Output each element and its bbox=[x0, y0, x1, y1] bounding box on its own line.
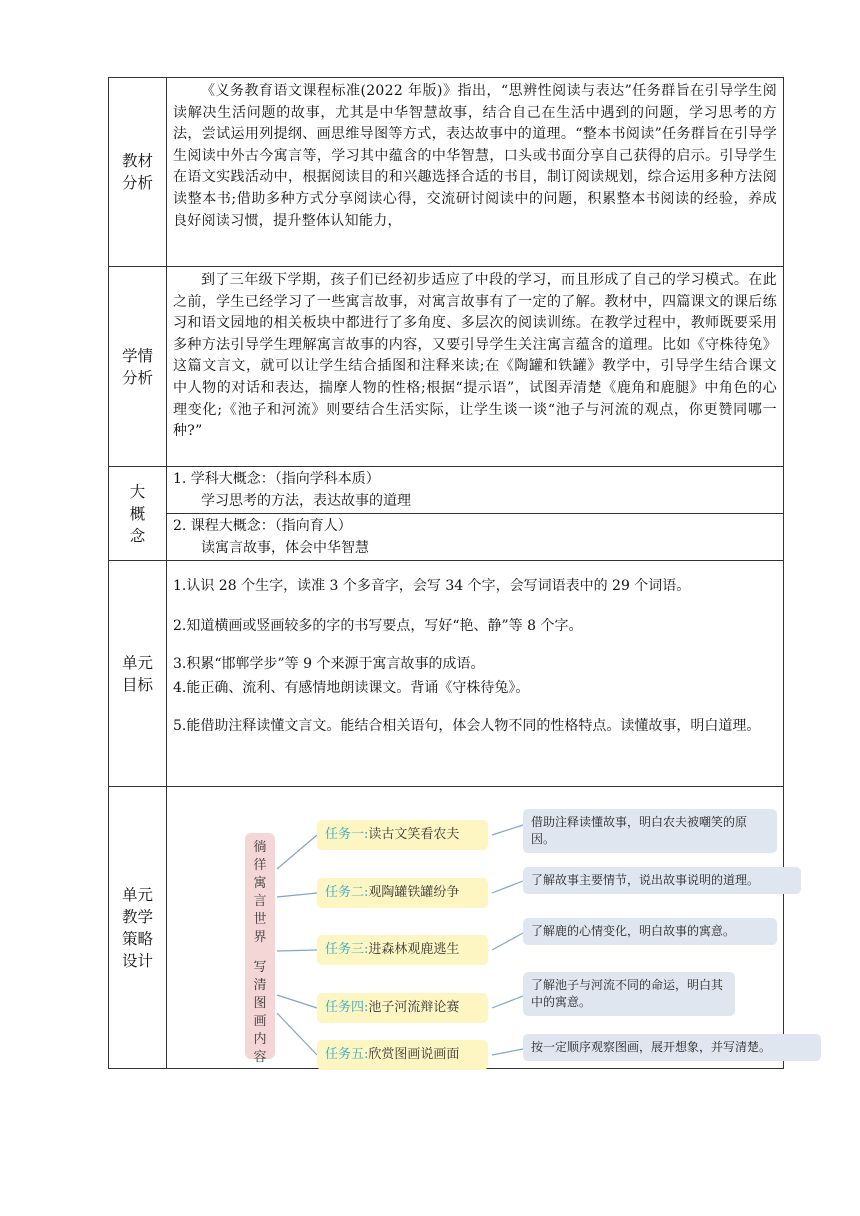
connector-line bbox=[492, 996, 523, 1008]
connector-line bbox=[492, 933, 523, 950]
task-desc-4: 了解池子与河流不同的命运，明白其中的寓意。 bbox=[523, 972, 735, 1016]
row-learner-analysis bbox=[109, 267, 784, 467]
course-concept-title: 2. 课程大概念：（指向育人） bbox=[173, 518, 352, 534]
connector-line bbox=[492, 881, 523, 893]
side-theme-banner: 徜 徉 寓 言 世 界 写 清 图 画 内 容 bbox=[245, 833, 275, 1059]
subject-concept-title: 1. 学科大概念：（指向学科本质） bbox=[173, 471, 380, 487]
task-desc-3: 了解鹿的心情变化，明白故事的寓意。 bbox=[523, 918, 777, 945]
row-textbook-analysis bbox=[109, 78, 784, 267]
cell-learner-analysis bbox=[167, 267, 784, 467]
task-box-3: 任务三:进森林观鹿逃生 bbox=[317, 935, 488, 965]
cell-course-concept bbox=[167, 514, 784, 561]
connector-line bbox=[277, 995, 317, 1008]
task-desc-2: 了解故事主要情节，说出故事说明的道理。 bbox=[523, 867, 801, 894]
textbook-analysis-text: 《义务教育语文课程标准(2022 年版)》指出，“思辨性阅读与表达”任务群旨在引导学生阅读解决生活问题的故事，尤其是中华智慧故事，结合自己在生活中遇到的问题，学习思考的方法，尝试运用列提纲、画思维导图等方式，表达故事中的道理。“整本书阅读”任务群旨在引导学生阅读中外古今寓言等，学习其中蕴含的中华智慧，口头或书面分享自己获得的启示。引导学生在语文实践活动中，根据阅读目的和兴趣选择合适的书目，制订阅读规划，综合运用多种方法阅读整本书;借助多种方式分享阅读心得，交流研讨阅读中的问题，积累整本书阅读的经验，养成良好阅读习惯，提升整体认知能力， bbox=[173, 83, 777, 229]
connector-line bbox=[277, 1013, 317, 1055]
task-desc-5: 按一定顺序观察图画，展开想象，并写清楚。 bbox=[523, 1034, 821, 1061]
connector-line bbox=[277, 950, 317, 951]
goal-item: 1.认识 28 个生字，读准 3 个多音字，会写 34 个字，会写词语表中的 29 个词语。 bbox=[173, 578, 691, 594]
row-teaching-strategy bbox=[109, 787, 784, 1069]
cell-teaching-strategy bbox=[167, 787, 784, 1069]
row-big-concept-subject bbox=[109, 467, 784, 514]
cell-unit-goals bbox=[167, 561, 784, 787]
row-unit-goals bbox=[109, 561, 784, 787]
label-unit-goals: 单元 目标 bbox=[109, 561, 167, 787]
unit-design-table bbox=[108, 77, 784, 1069]
cell-textbook-analysis bbox=[167, 78, 784, 267]
task-desc-1: 借助注释读懂故事，明白农夫被嘲笑的原因。 bbox=[523, 809, 777, 853]
connector-line bbox=[277, 893, 317, 897]
connector-line bbox=[492, 1049, 523, 1055]
cell-subject-concept bbox=[167, 467, 784, 514]
goal-item: 2.知道横画或竖画较多的字的书写要点，写好“艳、静”等 8 个字。 bbox=[173, 618, 583, 634]
label-teaching-strategy: 单元 教学 策略 设计 bbox=[109, 787, 167, 1069]
course-concept-text: 读寓言故事，体会中华智慧 bbox=[201, 540, 369, 556]
task-box-2: 任务二:观陶罐铁罐纷争 bbox=[317, 878, 488, 908]
goal-item: 3.积累“邯郸学步”等 9 个来源于寓言故事的成语。 bbox=[173, 656, 485, 672]
connector-line bbox=[492, 825, 523, 835]
subject-concept-text: 学习思考的方法，表达故事的道理 bbox=[201, 493, 411, 509]
goal-item: 4.能正确、流利、有感情地朗读课文。背诵《守株待兔》。 bbox=[173, 680, 530, 696]
label-big-concept: 大 概 念 bbox=[109, 467, 167, 561]
row-big-concept-course bbox=[109, 514, 784, 561]
connector-line bbox=[277, 835, 317, 869]
learner-analysis-text: 到了三年级下学期，孩子们已经初步适应了中段的学习，而且形成了自己的学习模式。在此之前，学生已经学习了一些寓言故事，对寓言故事有了一定的了解。教材中，四篇课文的课后练习和语文园地的相关板块中都进行了多角度、多层次的阅读训练。在教学过程中，教师既要采用多种方法引导学生理解寓言故事的内容，又要引导学生关注寓言蕴含的道理。比如《守株待兔》这篇文言文，就可以让学生结合插图和注释来读;在《陶罐和铁罐》教学中，引导学生结合课文中人物的对话和表达，揣摩人物的性格;根据“提示语”，试图弄清楚《鹿角和鹿腿》中角色的心理变化;《池子和河流》则要结合生活实际，让学生谈一谈“池子与河流的观点，你更赞同哪一种?” bbox=[173, 272, 777, 440]
task-box-1: 任务一:读古文笑看农夫 bbox=[317, 820, 488, 850]
strategy-mindmap bbox=[167, 787, 783, 1068]
label-textbook-analysis: 教材 分析 bbox=[109, 78, 167, 267]
task-box-5: 任务五:欣赏图画说画面 bbox=[317, 1040, 488, 1070]
label-learner-analysis: 学情 分析 bbox=[109, 267, 167, 467]
goal-item: 5.能借助注释读懂文言文。能结合相关语句，体会人物不同的性格特点。读懂故事，明白道理。 bbox=[173, 718, 761, 734]
task-box-4: 任务四:池子河流辩论赛 bbox=[317, 993, 488, 1023]
